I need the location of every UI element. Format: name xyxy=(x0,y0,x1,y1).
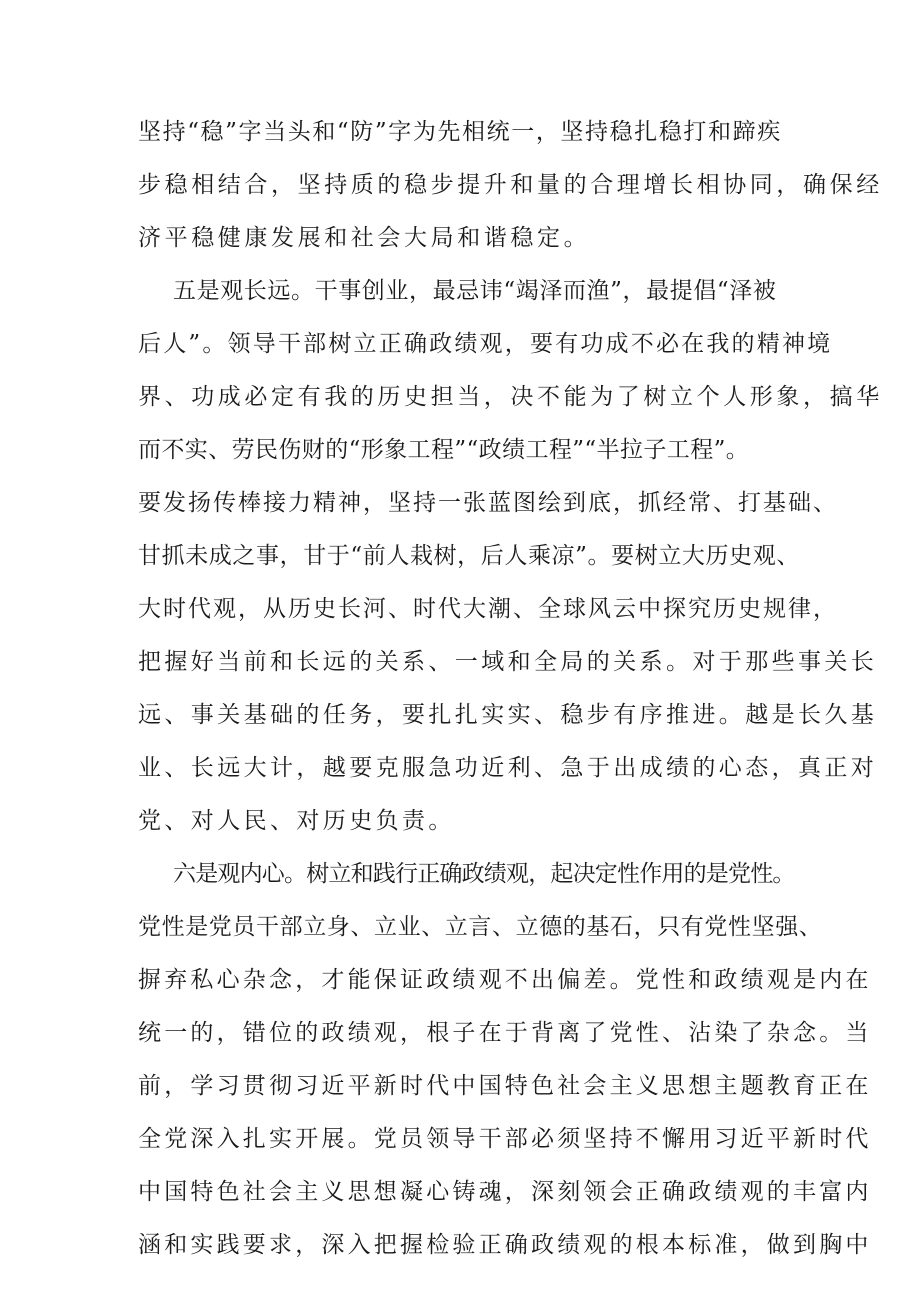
text-line: 后人”。领导干部树立正确政绩观，要有功成不必在我的精神境 xyxy=(138,331,833,357)
text-line: 党、对人民、对历史负责。 xyxy=(138,808,455,834)
text-line: 摒弃私心杂念，才能保证政绩观不出偏差。党性和政绩观是内在 xyxy=(138,967,872,993)
text-line: 涵和实践要求，深入把握检验正确政绩观的根本标准，做到胸中 xyxy=(138,1232,872,1258)
text-line: 甘抓未成之事，甘于“前人栽树，后人乘凉”。要树立大历史观、 xyxy=(138,543,800,569)
text-line: 大时代观，从历史长河、时代大潮、全球风云中探究历史规律， xyxy=(138,596,838,622)
text-line: 六是观内心。树立和践行正确政绩观，起决定性作用的是党性。 xyxy=(173,861,795,887)
text-line: 中国特色社会主义思想凝心铸魂，深刻领会正确政绩观的丰富内 xyxy=(138,1179,872,1205)
text-line: 业、长远大计，越要克服急功近利、急于出成绩的心态，真正对 xyxy=(138,755,878,781)
text-line: 步稳相结合，坚持质的稳步提升和量的合理增长相协同，确保经 xyxy=(138,172,883,198)
text-line: 全党深入扎实开展。党员领导干部必须坚持不懈用习近平新时代 xyxy=(138,1126,872,1152)
text-line: 统一的，错位的政绩观，根子在于背离了党性、沾染了杂念。当 xyxy=(138,1020,872,1046)
text-line: 党性是党员干部立身、立业、立言、立德的基石，只有党性坚强、 xyxy=(138,914,823,940)
text-line: 远、事关基础的任务，要扎扎实实、稳步有序推进。越是长久基 xyxy=(138,702,878,728)
text-line: 前，学习贯彻习近平新时代中国特色社会主义思想主题教育正在 xyxy=(138,1073,872,1099)
text-line: 而不实、劳民伤财的“形象工程”“政绩工程”“半拉子工程”。 xyxy=(138,437,750,463)
text-line: 坚持“稳”字当头和“防”字为先相统一，坚持稳扎稳打和蹄疾 xyxy=(138,119,782,145)
text-line: 要发扬传棒接力精神，坚持一张蓝图绘到底，抓经常、打基础、 xyxy=(138,490,838,516)
text-line: 济平稳健康发展和社会大局和谐稳定。 xyxy=(138,225,591,251)
text-line: 把握好当前和长远的关系、一域和全局的关系。对于那些事关长 xyxy=(138,649,878,675)
text-line: 五是观长远。干事创业，最忌讳“竭泽而渔”，最提倡“泽被 xyxy=(173,278,777,304)
text-line: 界、功成必定有我的历史担当，决不能为了树立个人形象，搞华 xyxy=(138,384,883,410)
